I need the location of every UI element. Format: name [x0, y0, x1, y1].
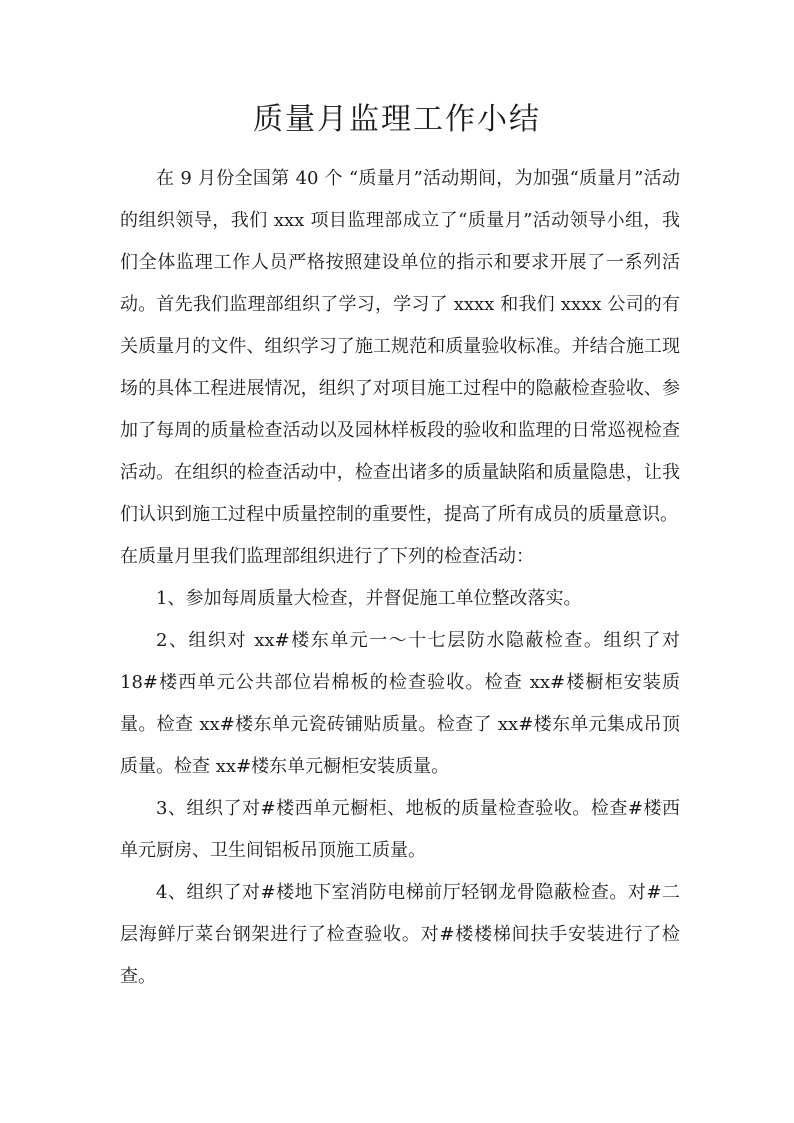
- activities-intro-paragraph: 在质量月里我们监理部组织进行了下列的检查活动：: [120, 546, 534, 567]
- activity-item-4: 4、组织了对#楼地下室消防电梯前厅轻钢龙骨隐蔽检查。对#二层海鲜厅菜台钢架进行了检查验收。对#楼楼梯间扶手安装进行了检查。: [120, 882, 680, 987]
- intro-paragraph: 在 9 月份全国第 40 个 “质量月”活动期间，为加强“质量月”活动的组织领导，我们 xxx 项目监理部成立了“质量月”活动领导小组，我们全体监理工作人员严格按照建设单位的指示和要求开展了一系列活动。首先我们监理部组织了学习，学习了 xxxx 和我们 xxxx 公司的有关质量月的文件、组织学习了施工规范和质量验收标准。并结合施工现场的具体工程进展情况，组织了对项目施工过程中的隐蔽检查验收、参加了每周的质量检查活动以及园林样板段的验收和监理的日常巡视检查活动。在组织的检查活动中，检查出诸多的质量缺陷和质量隐患，让我们认识到施工过程中质量控制的重要性，提高了所有成员的质量意识。: [120, 168, 680, 525]
- document-body: [120, 158, 680, 998]
- activity-item-3: 3、组织了对#楼西单元橱柜、地板的质量检查验收。检查#楼西单元厨房、卫生间铝板吊顶施工质量。: [120, 798, 680, 861]
- document-title: 质量月监理工作小结: [253, 102, 541, 137]
- activity-item-1: 1、参加每周质量大检查，并督促施工单位整改落实。: [156, 588, 582, 609]
- activity-item-2: 2、组织对 xx#楼东单元一～十七层防水隐蔽检查。组织了对 18#楼西单元公共部位岩棉板的检查验收。检查 xx#楼橱柜安装质量。检查 xx#楼东单元瓷砖铺贴质量。检查了 xx#楼东单元集成吊顶质量。检查 xx#楼东单元橱柜安装质量。: [120, 630, 680, 777]
